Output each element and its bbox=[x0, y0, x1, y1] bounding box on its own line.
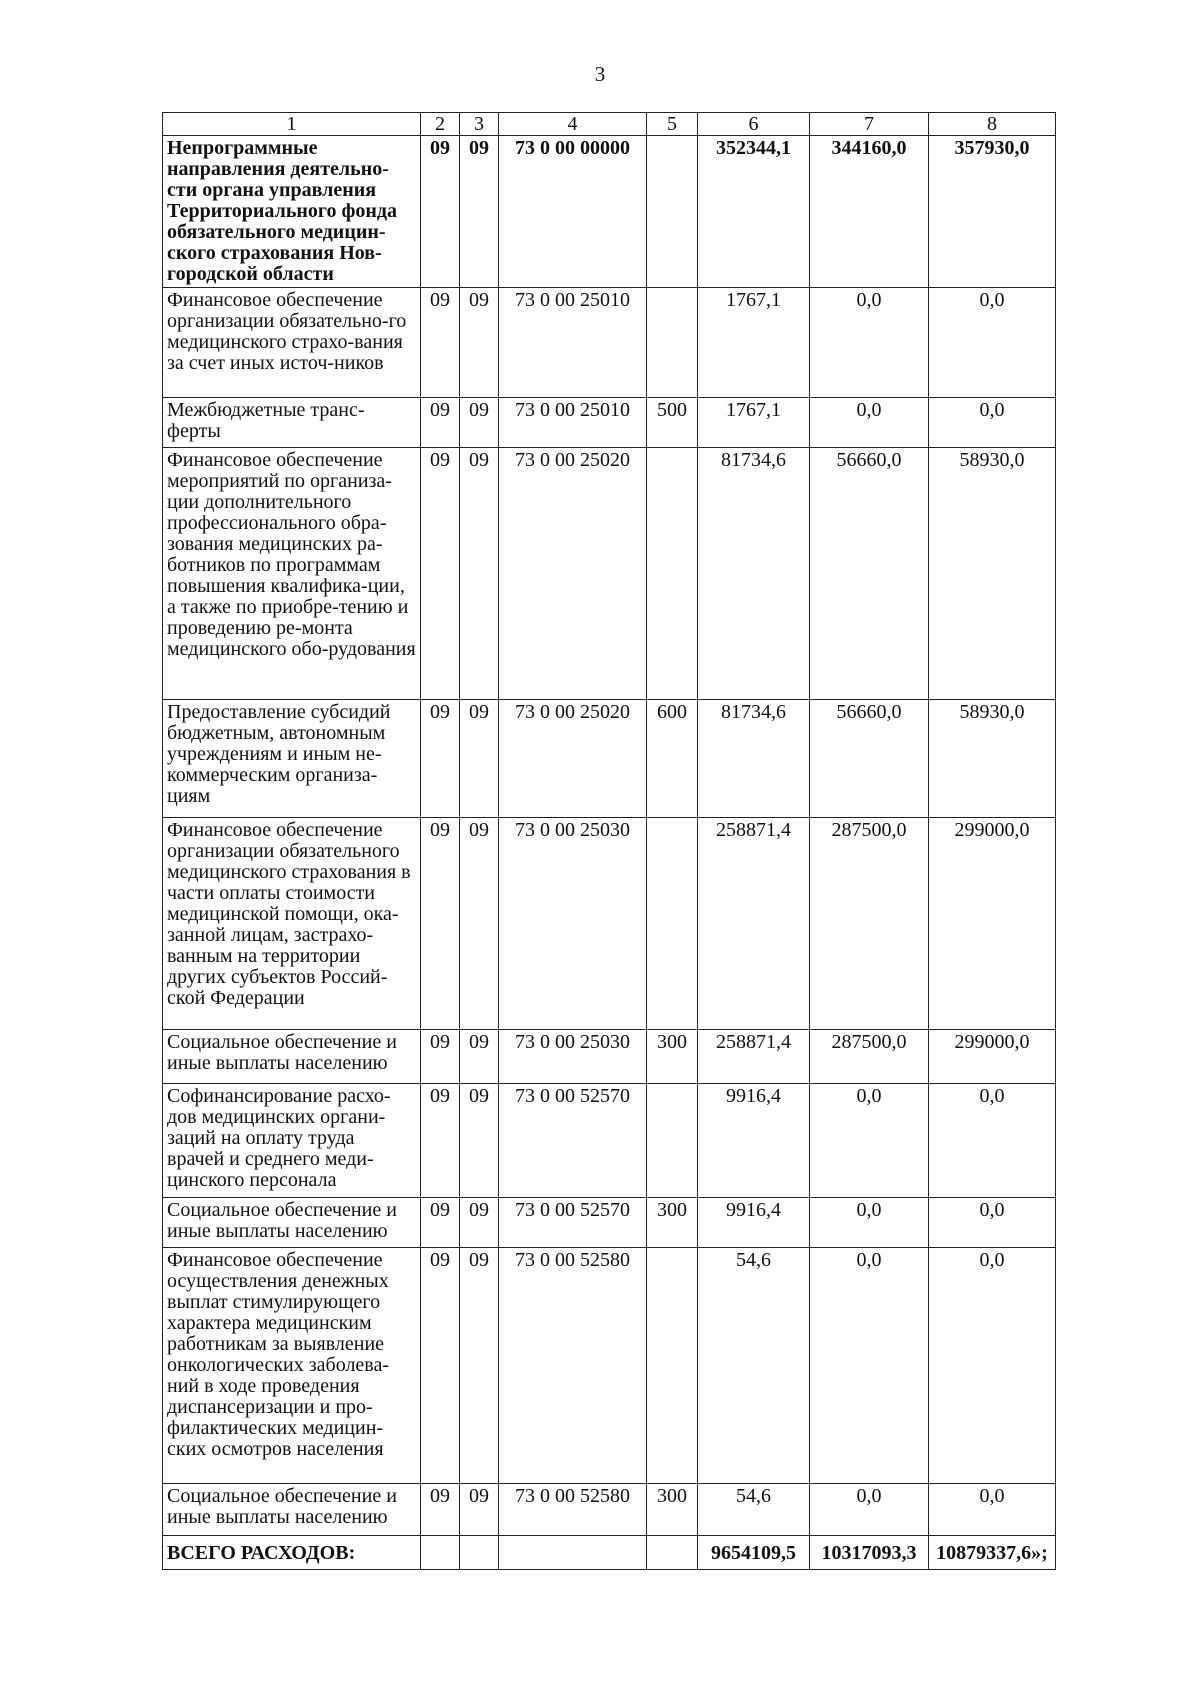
row-name: Софинансирование расхо-дов медицинских органи-заций на оплату труда врачей и среднего меди-цинского персонала bbox=[163, 1084, 421, 1198]
table-row bbox=[163, 398, 1056, 448]
subsection-code: 09 bbox=[460, 1198, 499, 1248]
expense-type-code bbox=[647, 1084, 698, 1198]
subsection-code: 09 bbox=[460, 1248, 499, 1484]
target-article-code: 73 0 00 25030 bbox=[499, 1030, 647, 1084]
amount-year-2: 56660,0 bbox=[810, 700, 929, 818]
row-name: Социальное обеспечение и иные выплаты населению bbox=[163, 1030, 421, 1084]
section-code: 09 bbox=[421, 1484, 460, 1536]
amount-year-2: 0,0 bbox=[810, 1084, 929, 1198]
section-code: 09 bbox=[421, 398, 460, 448]
section-code: 09 bbox=[421, 1248, 460, 1484]
amount-year-3: 357930,0 bbox=[929, 136, 1056, 288]
amount-year-2: 0,0 bbox=[810, 1484, 929, 1536]
amount-year-2: 0,0 bbox=[810, 1248, 929, 1484]
amount-year-1: 54,6 bbox=[698, 1484, 810, 1536]
subsection-code: 09 bbox=[460, 1084, 499, 1198]
total-label: ВСЕГО РАСХОДОВ: bbox=[163, 1536, 421, 1570]
amount-year-1: 54,6 bbox=[698, 1248, 810, 1484]
amount-year-1: 81734,6 bbox=[698, 448, 810, 700]
target-article-code: 73 0 00 25010 bbox=[499, 288, 647, 398]
table-row bbox=[163, 1030, 1056, 1084]
section-code: 09 bbox=[421, 1084, 460, 1198]
budget-table bbox=[162, 112, 1056, 1570]
subsection-code: 09 bbox=[460, 288, 499, 398]
expense-type-code: 300 bbox=[647, 1198, 698, 1248]
amount-year-3: 299000,0 bbox=[929, 818, 1056, 1030]
table-row bbox=[163, 1084, 1056, 1198]
expense-type-code bbox=[647, 136, 698, 288]
amount-year-2: 287500,0 bbox=[810, 1030, 929, 1084]
table-row bbox=[163, 288, 1056, 398]
expense-type-code bbox=[647, 1248, 698, 1484]
row-name: Финансовое обеспечение мероприятий по организа-ции дополнительного профессионального обра-зования медицинских ра-ботников по программам повышения квалифика-ции, а также по приобре-тению и проведению ре-монта медицинского обо-рудования bbox=[163, 448, 421, 700]
expense-type-code bbox=[647, 448, 698, 700]
amount-year-3: 0,0 bbox=[929, 1484, 1056, 1536]
table-row bbox=[163, 1248, 1056, 1484]
column-number: 6 bbox=[698, 113, 810, 136]
amount-year-1: 1767,1 bbox=[698, 288, 810, 398]
amount-year-2: 0,0 bbox=[810, 398, 929, 448]
row-name: Социальное обеспечение и иные выплаты населению bbox=[163, 1484, 421, 1536]
total-year-3: 10879337,6»; bbox=[929, 1536, 1056, 1570]
amount-year-1: 81734,6 bbox=[698, 700, 810, 818]
target-article-code: 73 0 00 00000 bbox=[499, 136, 647, 288]
expense-type-code: 300 bbox=[647, 1030, 698, 1084]
subsection-code: 09 bbox=[460, 398, 499, 448]
column-number: 7 bbox=[810, 113, 929, 136]
amount-year-1: 9916,4 bbox=[698, 1198, 810, 1248]
total-year-2: 10317093,3 bbox=[810, 1536, 929, 1570]
section-code: 09 bbox=[421, 700, 460, 818]
amount-year-1: 352344,1 bbox=[698, 136, 810, 288]
empty-cell bbox=[460, 1536, 499, 1570]
subsection-code: 09 bbox=[460, 448, 499, 700]
target-article-code: 73 0 00 52570 bbox=[499, 1198, 647, 1248]
subsection-code: 09 bbox=[460, 1484, 499, 1536]
row-name: Финансовое обеспечение осуществления денежных выплат стимулирующего характера медицинским работникам за выявление онкологических заболева-ний в ходе проведения диспансеризации и про-филактических медицин-ских осмотров населения bbox=[163, 1248, 421, 1484]
page-number: 3 bbox=[594, 62, 606, 86]
expense-type-code bbox=[647, 818, 698, 1030]
column-number: 3 bbox=[460, 113, 499, 136]
column-number: 5 bbox=[647, 113, 698, 136]
table-row bbox=[163, 448, 1056, 700]
amount-year-2: 344160,0 bbox=[810, 136, 929, 288]
target-article-code: 73 0 00 52580 bbox=[499, 1248, 647, 1484]
row-name: Финансовое обеспечение организации обязательного медицинского страхования в части оплаты стоимости медицинской помощи, ока-занной лицам, застрахо-ванным на территории других субъектов Россий-ской Федерации bbox=[163, 818, 421, 1030]
subsection-code: 09 bbox=[460, 700, 499, 818]
amount-year-3: 0,0 bbox=[929, 1248, 1056, 1484]
column-number-row bbox=[163, 113, 1056, 136]
table-row bbox=[163, 818, 1056, 1030]
target-article-code: 73 0 00 52570 bbox=[499, 1084, 647, 1198]
table-row bbox=[163, 1198, 1056, 1248]
row-name: Непрограммные направления деятельно-сти органа управления Территориального фонда обязательного медицин-ского страхования Нов-городской области bbox=[163, 136, 421, 288]
amount-year-3: 58930,0 bbox=[929, 700, 1056, 818]
empty-cell bbox=[499, 1536, 647, 1570]
row-name: Социальное обеспечение и иные выплаты населению bbox=[163, 1198, 421, 1248]
amount-year-3: 0,0 bbox=[929, 1198, 1056, 1248]
section-code: 09 bbox=[421, 448, 460, 700]
target-article-code: 73 0 00 25030 bbox=[499, 818, 647, 1030]
subsection-code: 09 bbox=[460, 1030, 499, 1084]
amount-year-1: 1767,1 bbox=[698, 398, 810, 448]
row-name: Межбюджетные транс-ферты bbox=[163, 398, 421, 448]
section-code: 09 bbox=[421, 1030, 460, 1084]
amount-year-2: 56660,0 bbox=[810, 448, 929, 700]
amount-year-1: 258871,4 bbox=[698, 818, 810, 1030]
column-number: 8 bbox=[929, 113, 1056, 136]
total-year-1: 9654109,5 bbox=[698, 1536, 810, 1570]
subsection-code: 09 bbox=[460, 818, 499, 1030]
expense-type-code: 500 bbox=[647, 398, 698, 448]
target-article-code: 73 0 00 25020 bbox=[499, 700, 647, 818]
table-row bbox=[163, 136, 1056, 288]
expense-type-code bbox=[647, 288, 698, 398]
amount-year-3: 58930,0 bbox=[929, 448, 1056, 700]
section-code: 09 bbox=[421, 288, 460, 398]
column-number: 4 bbox=[499, 113, 647, 136]
section-code: 09 bbox=[421, 136, 460, 288]
section-code: 09 bbox=[421, 1198, 460, 1248]
amount-year-3: 0,0 bbox=[929, 398, 1056, 448]
row-name: Финансовое обеспечение организации обязательно-го медицинского страхо-вания за счет иных источ-ников bbox=[163, 288, 421, 398]
empty-cell bbox=[421, 1536, 460, 1570]
row-name: Предоставление субсидий бюджетным, автономным учреждениям и иным не-коммерческим организа-циям bbox=[163, 700, 421, 818]
expense-type-code: 600 bbox=[647, 700, 698, 818]
target-article-code: 73 0 00 25010 bbox=[499, 398, 647, 448]
amount-year-3: 299000,0 bbox=[929, 1030, 1056, 1084]
column-number: 2 bbox=[421, 113, 460, 136]
amount-year-1: 258871,4 bbox=[698, 1030, 810, 1084]
table-row bbox=[163, 700, 1056, 818]
target-article-code: 73 0 00 25020 bbox=[499, 448, 647, 700]
amount-year-3: 0,0 bbox=[929, 288, 1056, 398]
amount-year-2: 0,0 bbox=[810, 288, 929, 398]
empty-cell bbox=[647, 1536, 698, 1570]
amount-year-2: 287500,0 bbox=[810, 818, 929, 1030]
subsection-code: 09 bbox=[460, 136, 499, 288]
expense-type-code: 300 bbox=[647, 1484, 698, 1536]
amount-year-2: 0,0 bbox=[810, 1198, 929, 1248]
section-code: 09 bbox=[421, 818, 460, 1030]
total-row bbox=[163, 1536, 1056, 1570]
table-row bbox=[163, 1484, 1056, 1536]
column-number: 1 bbox=[163, 113, 421, 136]
amount-year-3: 0,0 bbox=[929, 1084, 1056, 1198]
amount-year-1: 9916,4 bbox=[698, 1084, 810, 1198]
target-article-code: 73 0 00 52580 bbox=[499, 1484, 647, 1536]
